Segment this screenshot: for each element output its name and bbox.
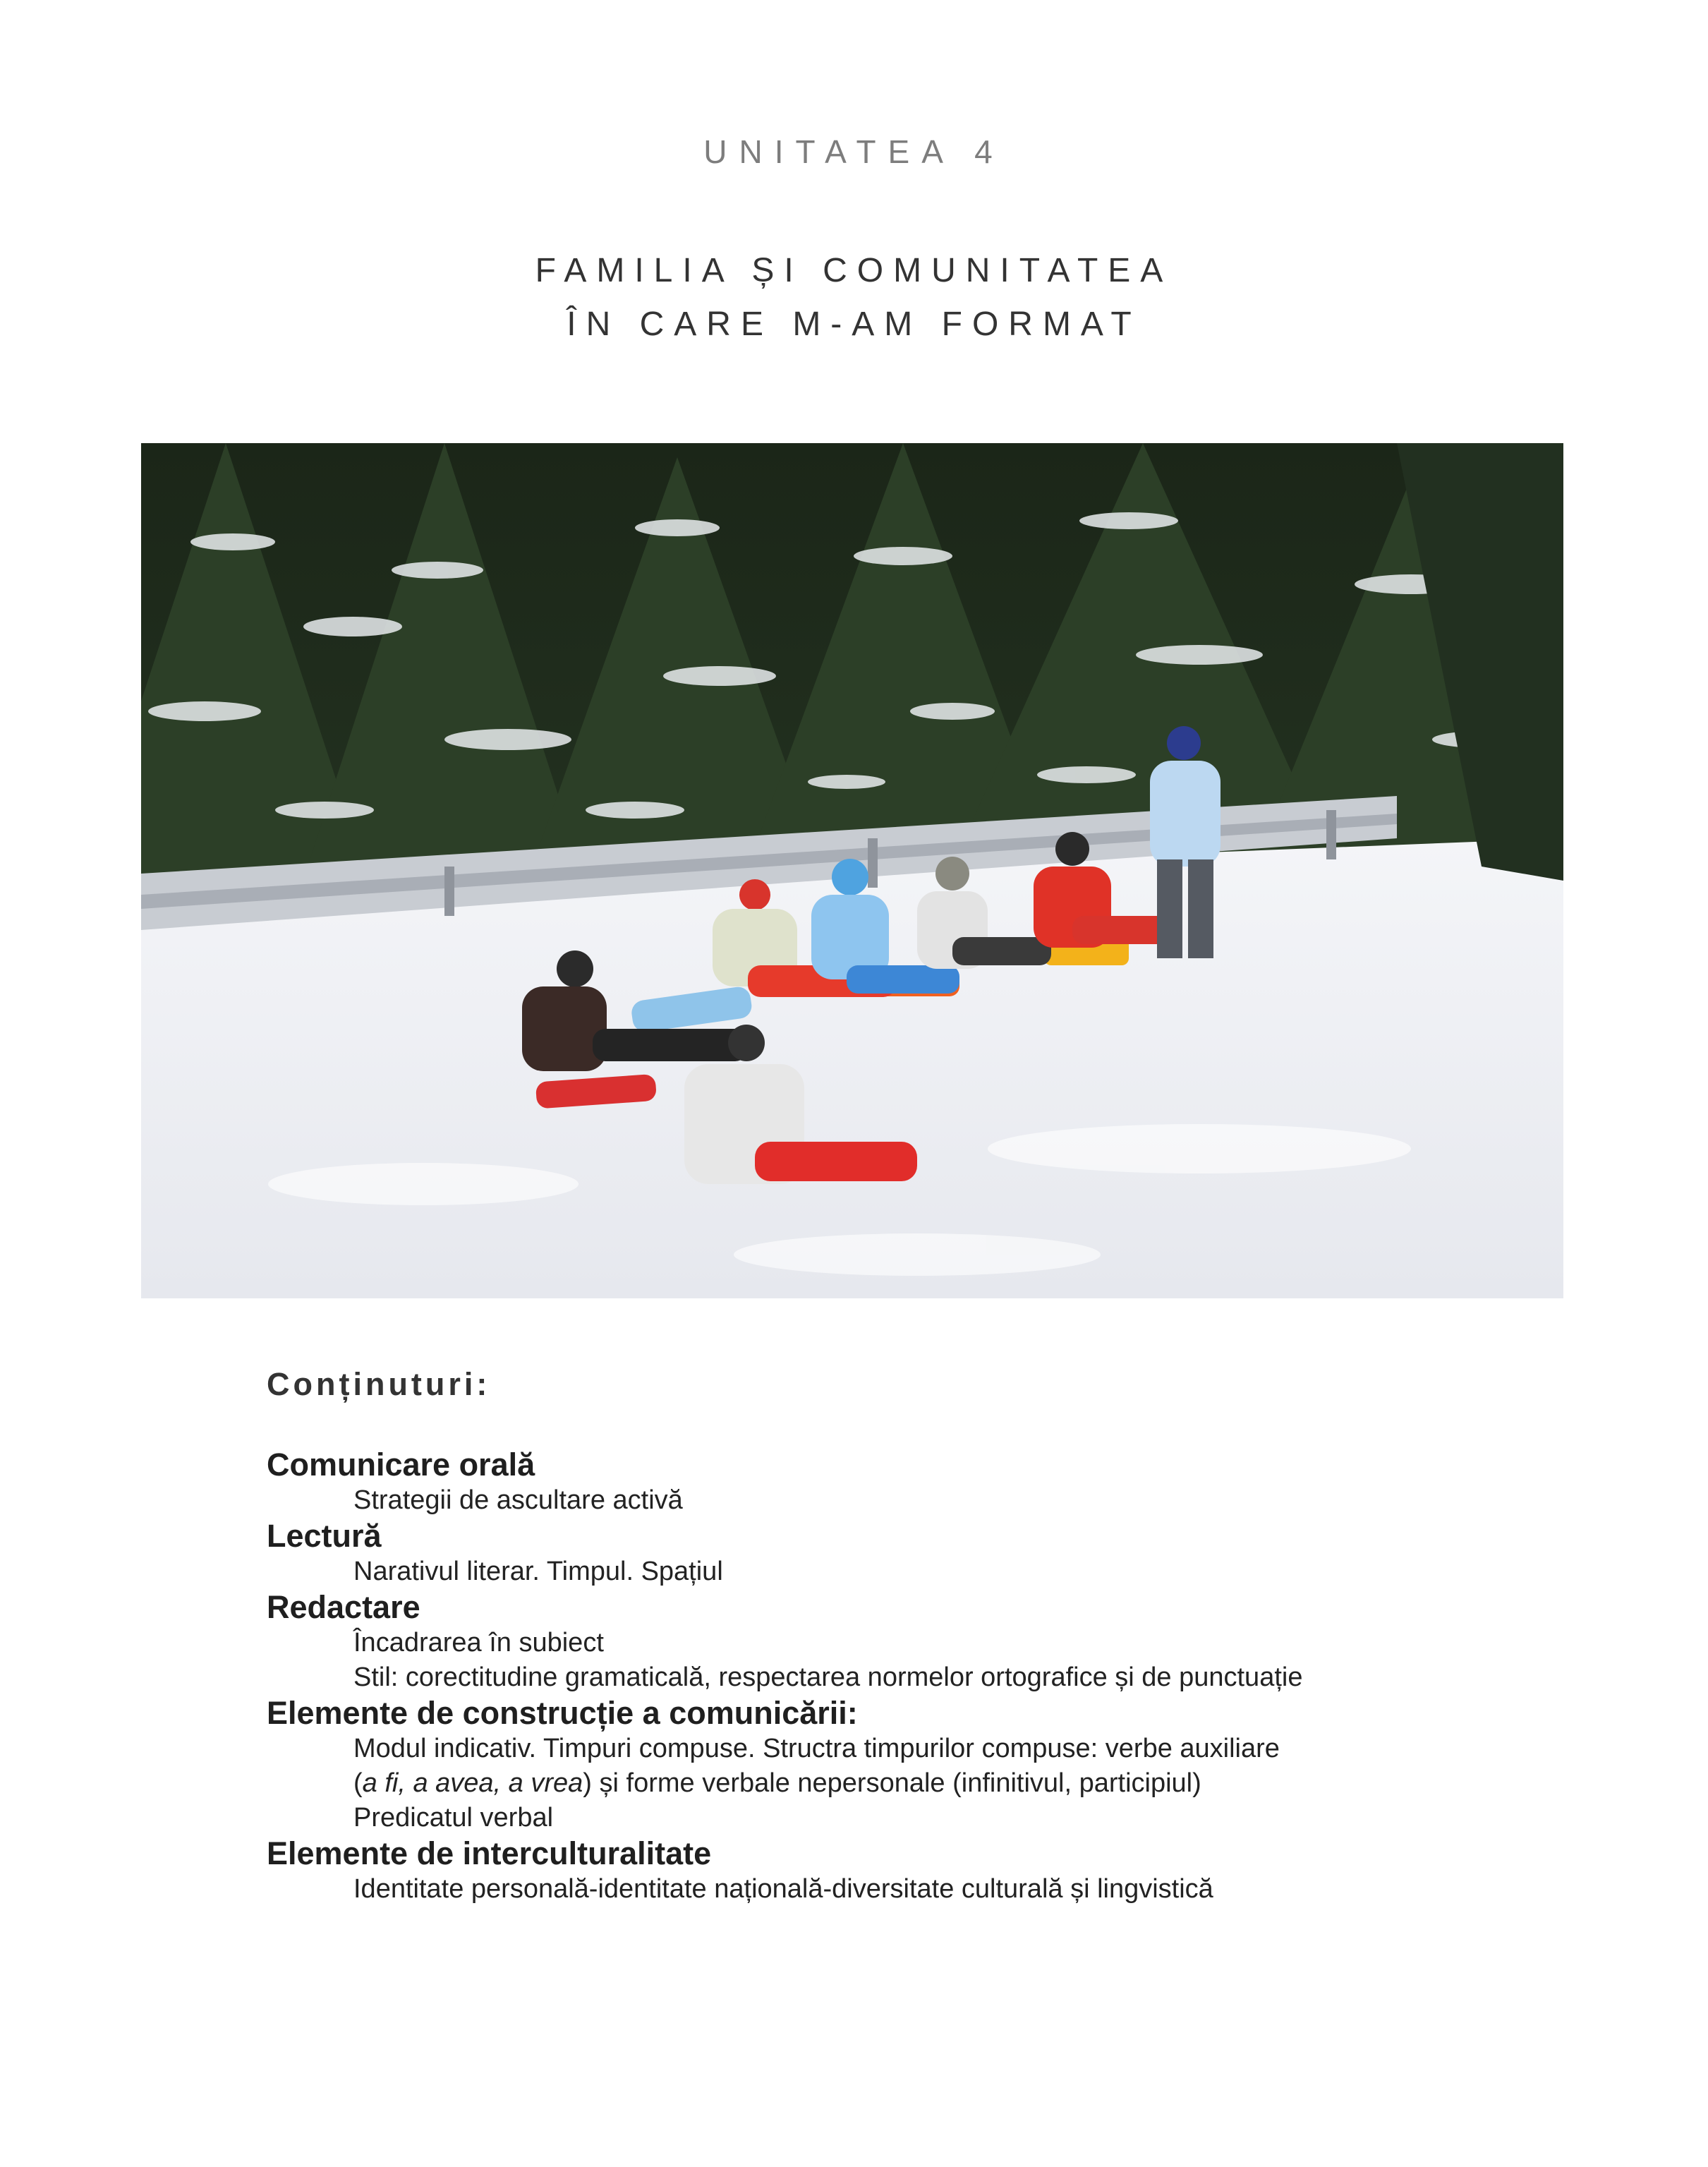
- paren-open: (: [353, 1768, 363, 1798]
- unit-label: UNITATEA 4: [703, 133, 1005, 170]
- section-item: Modul indicativ. Timpuri compuse. Structra timpurilor compuse: verbe auxiliare: [353, 1734, 1280, 1763]
- sledding-photo: [141, 443, 1563, 1298]
- contents-section: [267, 1363, 1508, 1907]
- section-item: Încadrarea în subiect: [353, 1628, 604, 1658]
- section-writing: [267, 1589, 1508, 1695]
- section-item: Stil: corectitudine gramaticală, respectarea normelor ortografice și de punctuație: [353, 1662, 1303, 1692]
- section-title: Lectură: [267, 1518, 382, 1554]
- section-oral-communication: [267, 1447, 1508, 1518]
- section-title: Redactare: [267, 1589, 420, 1625]
- section-item: Predicatul verbal: [353, 1803, 554, 1833]
- mixed-rest: ) și forme verbale nepersonale (infinitivul, participiul): [583, 1768, 1201, 1798]
- section-reading: [267, 1518, 1508, 1589]
- unit-title: [0, 244, 1708, 351]
- section-item: Strategii de ascultare activă: [353, 1485, 683, 1515]
- unit-title-line-2: ÎN CARE M-AM FORMAT: [567, 306, 1141, 343]
- section-item: Narativul literar. Timpul. Spațiul: [353, 1557, 723, 1586]
- section-item: Identitate personală-identitate națională-diversitate culturală și lingvistică: [353, 1874, 1213, 1904]
- sledding-photo-illustration: [141, 443, 1563, 1298]
- section-title: Comunicare orală: [267, 1447, 535, 1483]
- section-title: Elemente de construcție a comunicării:: [267, 1695, 858, 1731]
- italic-verbs: a fi, a avea, a vrea: [362, 1768, 583, 1798]
- contents-heading: Conținuturi:: [267, 1366, 491, 1402]
- unit-title-line-1: FAMILIA ȘI COMUNITATEA: [535, 252, 1173, 289]
- section-item-mixed: [267, 1766, 1508, 1801]
- section-interculturality: [267, 1835, 1508, 1907]
- section-title: Elemente de interculturalitate: [267, 1835, 712, 1871]
- section-communication-elements: [267, 1695, 1508, 1835]
